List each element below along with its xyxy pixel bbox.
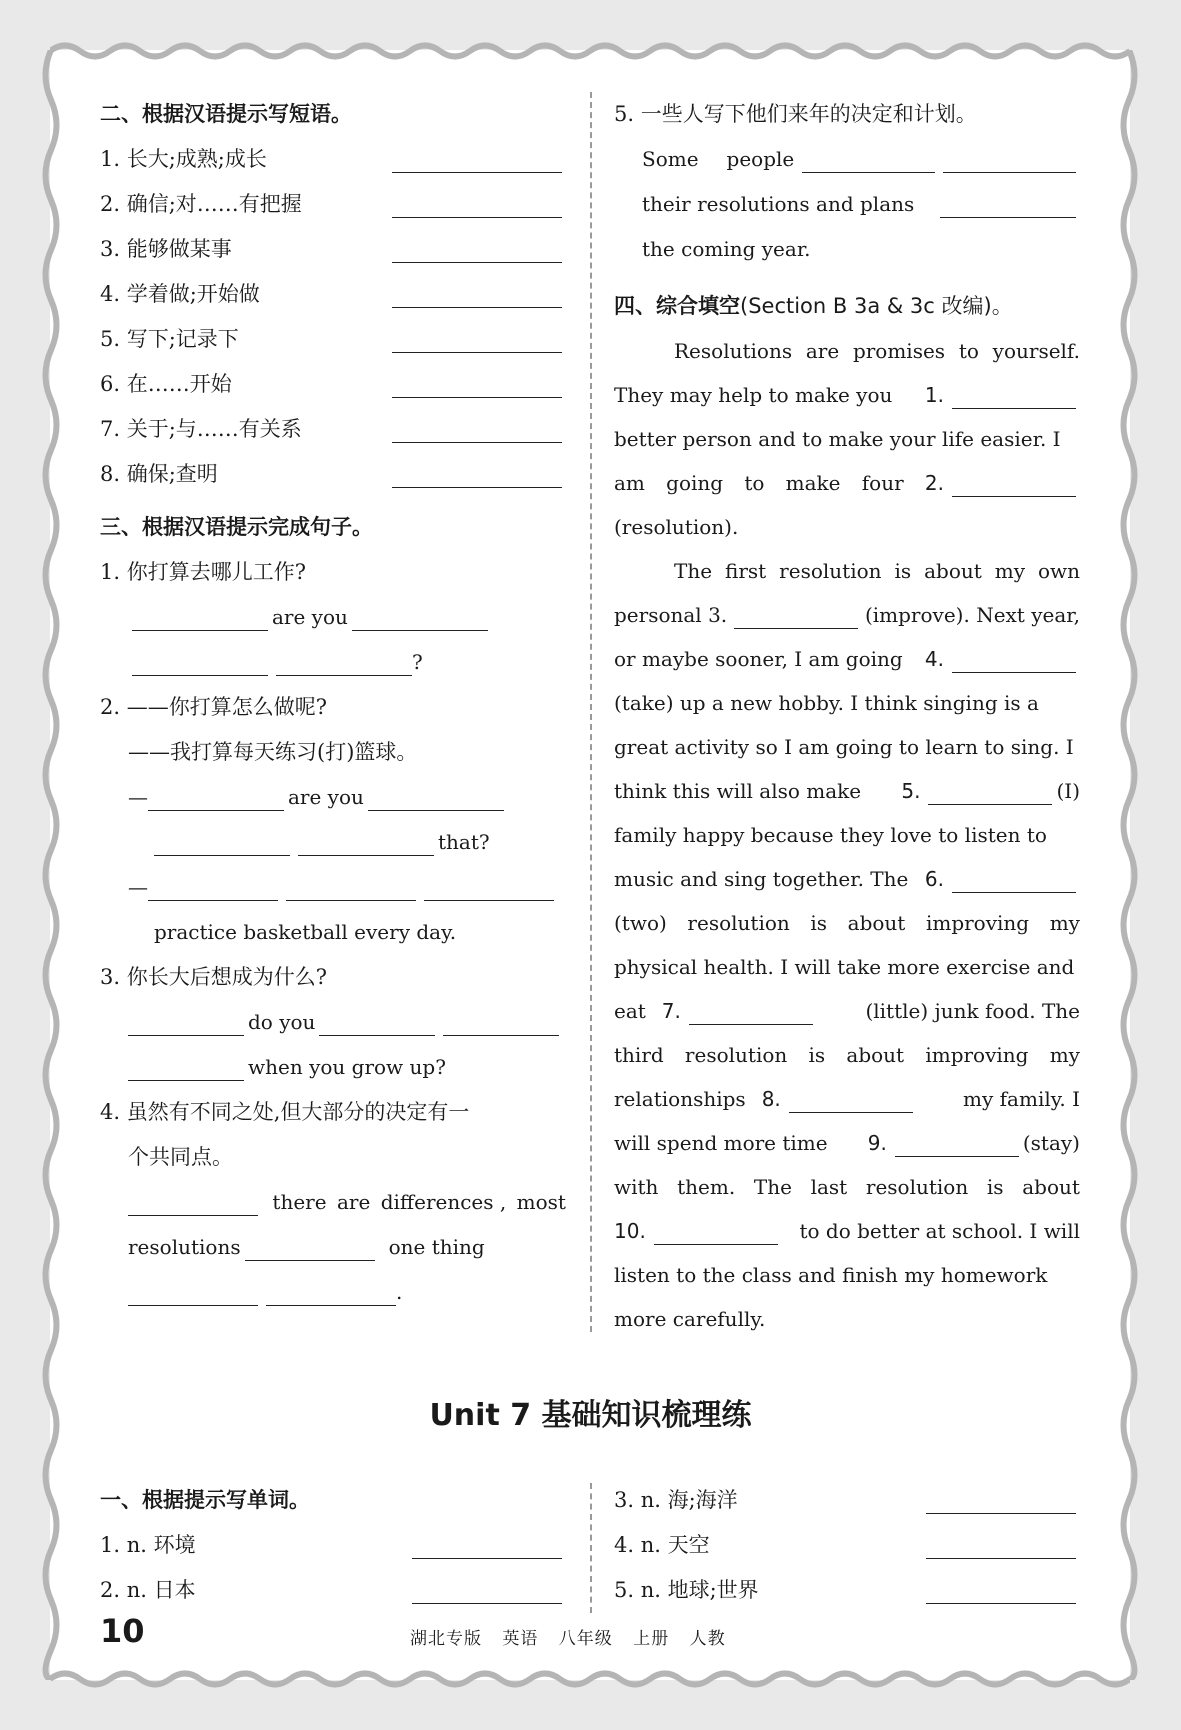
passage-word: am: [614, 471, 645, 495]
phrase-item: [100, 272, 566, 317]
passage-word: about: [846, 1043, 905, 1067]
decorative-border-bottom: [50, 1668, 1130, 1690]
cloze-passage: [614, 329, 1080, 1341]
sentence-text: when you grow up?: [248, 1055, 446, 1079]
answer-blank[interactable]: [392, 146, 562, 173]
phrase-prompt: 2. 确信;对……有把握: [100, 192, 302, 216]
passage-word: my: [1049, 1043, 1080, 1067]
question-2-line-3: [100, 865, 566, 910]
right-column: [614, 92, 1080, 1341]
column-divider-bottom: [590, 1483, 592, 1613]
passage-line: [614, 593, 1080, 637]
passage-text: physical health. I will take more exercise and: [614, 955, 1075, 979]
answer-blank[interactable]: [952, 646, 1076, 673]
passage-line: [614, 373, 1080, 417]
unit-title: Unit 7 基础知识梳理练: [429, 1398, 752, 1433]
passage-line: [614, 1121, 1080, 1165]
passage-word: third: [614, 1043, 664, 1067]
answer-blank[interactable]: [412, 1532, 562, 1559]
phrase-item: [100, 182, 566, 227]
word-prompt: 5. n. 地球;世界: [614, 1578, 759, 1602]
phrase-item: [100, 317, 566, 362]
dash: —: [128, 875, 148, 899]
answer-blank[interactable]: [319, 1009, 435, 1036]
answer-blank[interactable]: [802, 146, 935, 173]
phrase-item: [100, 362, 566, 407]
sentence-text: are you: [272, 605, 348, 629]
answer-blank[interactable]: [789, 1086, 913, 1113]
unit-right-column: [614, 1478, 1080, 1613]
word-prompt: 4. n. 天空: [614, 1533, 710, 1557]
answer-blank[interactable]: [952, 470, 1076, 497]
blank-group: [925, 461, 1080, 505]
sentence-word: Some: [642, 147, 699, 171]
sentence-text: do you: [248, 1010, 316, 1034]
question-5-line-3: the coming year.: [642, 237, 811, 261]
passage-word: to: [958, 339, 979, 363]
word-prompt: 3. n. 海;海洋: [614, 1488, 738, 1512]
answer-blank[interactable]: [926, 1487, 1076, 1514]
passage-word: is: [894, 559, 912, 583]
phrase-prompt: 4. 学着做;开始做: [100, 282, 260, 306]
answer-blank[interactable]: [392, 416, 562, 443]
passage-word: resolution: [684, 1043, 788, 1067]
sentence-text: .: [396, 1280, 403, 1304]
passage-word: improving: [925, 1043, 1029, 1067]
question-1-line-1: [100, 595, 566, 640]
passage-text: or maybe sooner, I am going: [614, 647, 903, 671]
passage-text: great activity so I am going to learn to sing. I: [614, 735, 1074, 759]
unit-section-1-title: 一、根据提示写单词。: [100, 1488, 310, 1512]
phrase-item: [100, 137, 566, 182]
unit-left-column: [100, 1478, 566, 1613]
question-2-line-1: [100, 775, 566, 820]
question-4-line-2: [100, 1225, 566, 1270]
question-5-prompt: 5. 一些人写下他们来年的决定和计划。: [614, 102, 977, 126]
word-item: [614, 1523, 1080, 1568]
question-3-line-2: [100, 1045, 566, 1090]
passage-line: [614, 725, 1080, 769]
passage-line: [614, 1297, 1080, 1341]
blank-number: 7.: [661, 999, 681, 1023]
question-4-line-3: [100, 1270, 566, 1315]
passage-word: my: [994, 559, 1025, 583]
passage-word: Resolutions: [674, 339, 793, 363]
answer-blank[interactable]: [128, 1054, 244, 1081]
phrase-prompt: 7. 关于;与……有关系: [100, 417, 302, 441]
answer-blank[interactable]: [928, 778, 1052, 805]
answer-blank[interactable]: [392, 236, 562, 263]
word-prompt: 2. n. 日本: [100, 1578, 196, 1602]
passage-word: about: [1022, 1175, 1080, 1199]
passage-word: first: [725, 559, 767, 583]
section-4-label: 四、综合填空: [614, 294, 740, 318]
blank-group: [901, 769, 1080, 813]
blank-number: 4.: [924, 647, 944, 671]
passage-word: relationships: [614, 1087, 746, 1111]
passage-line: [614, 989, 1080, 1033]
answer-blank[interactable]: [940, 191, 1076, 218]
passage-text: personal 3.: [614, 603, 728, 627]
answer-blank[interactable]: [734, 602, 858, 629]
passage-word: four: [861, 471, 904, 495]
answer-blank[interactable]: [128, 1279, 258, 1306]
question-2-line-2: [100, 820, 566, 865]
passage-text: (take) up a new hobby. I think singing is a: [614, 691, 1039, 715]
sentence-text: resolutions: [128, 1235, 241, 1259]
section-3-title: 三、根据汉语提示完成句子。: [100, 515, 373, 539]
passage-text: more carefully.: [614, 1307, 766, 1331]
passage-text: (little) junk food. The: [865, 999, 1080, 1023]
phrase-prompt: 8. 确保;查明: [100, 462, 218, 486]
passage-word: The: [753, 1175, 792, 1199]
word-item: [100, 1523, 566, 1568]
passage-word: is: [808, 1043, 826, 1067]
answer-blank[interactable]: [926, 1532, 1076, 1559]
answer-blank[interactable]: [412, 1577, 562, 1604]
sentence-text: one thing: [388, 1235, 485, 1259]
passage-word: my: [1049, 911, 1080, 935]
question-1-prompt: 1. 你打算去哪儿工作?: [100, 560, 306, 584]
word-item: [614, 1568, 1080, 1613]
blank-number: 1.: [924, 383, 944, 407]
passage-line: [614, 1209, 1080, 1253]
answer-blank[interactable]: [952, 866, 1076, 893]
sentence-word: there: [272, 1190, 327, 1214]
passage-word: with: [614, 1175, 659, 1199]
passage-word: make: [785, 471, 841, 495]
passage-text: will spend more time: [614, 1131, 828, 1155]
blank-group: [614, 1209, 782, 1253]
passage-line: [614, 329, 1080, 373]
phrase-prompt: 5. 写下;记录下: [100, 327, 239, 351]
passage-word: The: [674, 559, 713, 583]
sentence-text: their resolutions and plans: [642, 192, 915, 216]
decorative-border-right: [1118, 50, 1140, 1680]
answer-blank[interactable]: [276, 649, 412, 676]
answer-blank[interactable]: [392, 281, 562, 308]
passage-word: resolution: [687, 911, 790, 935]
blank-group: [925, 857, 1080, 901]
blank-group: [868, 1121, 1080, 1165]
answer-blank[interactable]: [392, 461, 562, 488]
passage-line: [614, 637, 1080, 681]
column-divider: [590, 92, 592, 1332]
word-prompt: 1. n. 环境: [100, 1533, 196, 1557]
passage-text: They may help to make you: [614, 383, 893, 407]
decorative-border-left: [40, 50, 62, 1680]
passage-text: better person and to make your life easier. I: [614, 427, 1061, 451]
left-column: [100, 92, 566, 1315]
passage-line: [614, 1033, 1080, 1077]
answer-blank[interactable]: [286, 874, 416, 901]
passage-word: (two): [614, 911, 667, 935]
question-2-line-4: practice basketball every day.: [154, 920, 457, 944]
answer-blank[interactable]: [392, 326, 562, 353]
question-5-line-2: [614, 182, 1080, 227]
passage-line: [614, 1077, 1080, 1121]
section-2-title: 二、根据汉语提示写短语。: [100, 102, 352, 126]
question-3-line-1: [100, 1000, 566, 1045]
sentence-word: differences ,: [380, 1190, 507, 1214]
page-number: 10: [100, 1612, 145, 1650]
question-4-prompt-2: 个共同点。: [128, 1145, 233, 1169]
answer-blank[interactable]: [654, 1218, 778, 1245]
passage-line: [614, 901, 1080, 945]
answer-blank[interactable]: [245, 1234, 375, 1261]
blank-number: 10.: [614, 1219, 646, 1243]
passage-text: (I): [1056, 779, 1080, 803]
passage-line: [614, 813, 1080, 857]
sentence-word: people: [726, 147, 795, 171]
answer-blank[interactable]: [943, 146, 1076, 173]
passage-word: is: [986, 1175, 1004, 1199]
answer-blank[interactable]: [443, 1009, 559, 1036]
passage-line: [614, 505, 1080, 549]
passage-line: [614, 945, 1080, 989]
dash: —: [128, 785, 148, 809]
blank-number: 8.: [761, 1087, 781, 1111]
answer-blank[interactable]: [689, 998, 813, 1025]
passage-word: about: [847, 911, 906, 935]
passage-text: (resolution).: [614, 515, 739, 539]
passage-word: is: [810, 911, 828, 935]
question-2-prompt: 2. ——你打算怎么做呢?: [100, 695, 327, 719]
answer-blank[interactable]: [132, 649, 268, 676]
phrase-prompt: 6. 在……开始: [100, 372, 232, 396]
answer-blank[interactable]: [952, 382, 1076, 409]
question-3-prompt: 3. 你长大后想成为什么?: [100, 965, 327, 989]
answer-blank[interactable]: [298, 829, 434, 856]
answer-blank[interactable]: [128, 1009, 244, 1036]
sentence-text: are you: [288, 785, 364, 809]
blank-number: 9.: [867, 1131, 887, 1155]
answer-blank[interactable]: [148, 784, 284, 811]
passage-word: resolution: [865, 1175, 969, 1199]
passage-text: listen to the class and finish my homework: [614, 1263, 1048, 1287]
sentence-text: ?: [412, 650, 423, 674]
passage-word: them.: [677, 1175, 736, 1199]
phrase-item: [100, 227, 566, 272]
passage-line: [614, 1253, 1080, 1297]
blank-group: [614, 1077, 917, 1121]
question-4-prompt: 4. 虽然有不同之处,但大部分的决定有一: [100, 1100, 470, 1124]
word-item: [614, 1478, 1080, 1523]
passage-text: to do better at school. I will: [799, 1219, 1080, 1243]
passage-text: think this will also make: [614, 779, 862, 803]
answer-blank[interactable]: [132, 604, 268, 631]
blank-group: [614, 989, 817, 1033]
answer-blank[interactable]: [392, 191, 562, 218]
question-5-line-1: [614, 137, 1080, 182]
phrase-item: [100, 407, 566, 452]
question-2-prompt-2: ——我打算每天练习(打)篮球。: [128, 740, 418, 764]
passage-line: [614, 769, 1080, 813]
phrase-list: [100, 137, 566, 497]
passage-word: about: [924, 559, 982, 583]
decorative-border-top: [50, 40, 1130, 62]
question-4-line-1: [100, 1180, 566, 1225]
passage-line: [614, 681, 1080, 725]
footer-text: 湖北专版 英语 八年级 上册 人教: [410, 1629, 726, 1649]
passage-line: [614, 549, 1080, 593]
blank-number: 6.: [924, 867, 944, 891]
passage-line: [614, 857, 1080, 901]
blank-group: [925, 373, 1080, 417]
answer-blank[interactable]: [148, 874, 278, 901]
passage-word: are: [805, 339, 840, 363]
passage-text: family happy because they love to listen to: [614, 823, 1047, 847]
answer-blank[interactable]: [128, 1189, 258, 1216]
passage-word: to: [744, 471, 765, 495]
answer-blank[interactable]: [926, 1577, 1076, 1604]
passage-word: promises: [852, 339, 946, 363]
passage-word: last: [810, 1175, 848, 1199]
phrase-item: [100, 452, 566, 497]
blank-number: 2.: [924, 471, 944, 495]
passage-word: improving: [925, 911, 1030, 935]
passage-line: [614, 461, 1080, 505]
passage-word: eat: [614, 999, 646, 1023]
section-4-title: [614, 284, 1080, 329]
passage-word: yourself.: [992, 339, 1080, 363]
answer-blank[interactable]: [424, 874, 554, 901]
phrase-prompt: 1. 长大;成熟;成长: [100, 147, 267, 171]
answer-blank[interactable]: [895, 1130, 1019, 1157]
answer-blank[interactable]: [154, 829, 290, 856]
sentence-word: are: [336, 1190, 371, 1214]
passage-text: my family. I: [963, 1087, 1080, 1111]
passage-word: resolution: [779, 559, 882, 583]
sentence-text: that?: [438, 830, 490, 854]
passage-text: (improve). Next year,: [864, 603, 1080, 627]
blank-number: 5.: [901, 779, 921, 803]
passage-word: going: [666, 471, 724, 495]
passage-text: music and sing together. The: [614, 867, 909, 891]
answer-blank[interactable]: [368, 784, 504, 811]
passage-line: [614, 1165, 1080, 1209]
answer-blank[interactable]: [392, 371, 562, 398]
answer-blank[interactable]: [352, 604, 488, 631]
word-item: [100, 1568, 566, 1613]
sentence-word: most: [516, 1190, 566, 1214]
passage-text: (stay): [1022, 1131, 1080, 1155]
question-1-line-2: [100, 640, 566, 685]
section-4-source: (Section B 3a & 3c 改编)。: [740, 294, 1013, 318]
passage-word: own: [1037, 559, 1080, 583]
answer-blank[interactable]: [266, 1279, 396, 1306]
blank-group: [925, 637, 1080, 681]
passage-line: [614, 417, 1080, 461]
phrase-prompt: 3. 能够做某事: [100, 237, 232, 261]
